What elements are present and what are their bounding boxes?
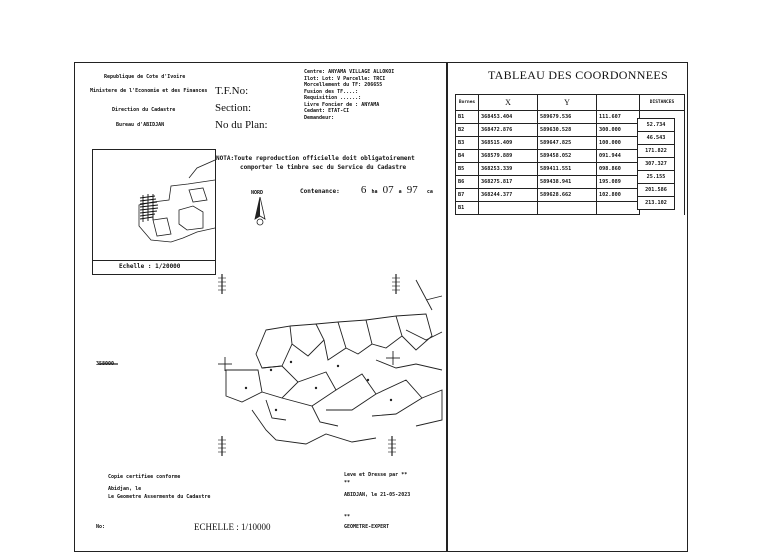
- contenance-ha: 6: [360, 184, 367, 196]
- republique-label: Republique de Cote d'Ivoire: [104, 74, 186, 80]
- nord-label: NORD: [251, 190, 264, 196]
- cell-borne: B2: [456, 124, 479, 137]
- cell-x: 368253.339: [479, 163, 538, 176]
- cell-length: 102.800: [597, 189, 640, 202]
- info-cedant: Cedant: ETAT-CI: [304, 108, 350, 114]
- cell-y: 589630.528: [538, 124, 597, 137]
- cell-borne: B6: [456, 176, 479, 189]
- cell-x: 368275.817: [479, 176, 538, 189]
- contenance-ca-unit: ca: [426, 189, 433, 195]
- info-livre: Livre Foncier de : ANYAMA: [304, 101, 380, 108]
- table-header-row: [456, 95, 685, 111]
- cell-borne: B1: [456, 111, 479, 124]
- cell-x: 368472.876: [479, 124, 538, 137]
- cell-borne: B5: [456, 163, 479, 176]
- distance-value: 25.155: [637, 170, 675, 184]
- section-label: Section:: [215, 102, 252, 114]
- info-centre: Centre: ANYAMA VILLAGE ALLOKOI: [304, 69, 395, 75]
- cell-y: 589647.825: [538, 137, 597, 150]
- contenance-a: 07: [382, 184, 394, 196]
- cell-borne: B7: [456, 189, 479, 202]
- copie-label: Copie certifiee conforme: [108, 474, 181, 480]
- bureau-label: Bureau d'ABIDJAN: [116, 122, 165, 128]
- distance-value: 307.327: [637, 157, 675, 171]
- date-label: ABIDJAN, le 21-05-2023: [344, 492, 411, 498]
- footer-no-label: No:: [96, 524, 106, 530]
- cell-x: 368515.409: [479, 137, 538, 150]
- grid-label-left: 358000: [96, 361, 115, 367]
- distance-value: 171.822: [637, 144, 675, 158]
- contenance-ha-unit: ha: [371, 189, 378, 195]
- cell-length: [597, 202, 640, 215]
- cell-borne: B3: [456, 137, 479, 150]
- main-map: [76, 270, 444, 470]
- direction-label: Direction du Cadastre: [112, 107, 176, 113]
- tf-no-label: T.F.No:: [215, 85, 249, 97]
- contenance-block: [300, 178, 433, 197]
- col-length: [597, 95, 640, 111]
- cell-x: 368453.404: [479, 111, 538, 124]
- nota-line2: comporter le timbre sec du Service du Cadastre: [240, 164, 407, 171]
- info-fusion: Fusion des TF....:: [304, 88, 359, 95]
- cell-borne: B1: [456, 202, 479, 215]
- ministere-label: Ministere de l'Economie et des Finances: [90, 88, 208, 94]
- abidjan-label: Abidjan, le: [108, 486, 142, 492]
- geometre-label: Le Geometre Assermente du Cadastre: [108, 494, 211, 500]
- info-demandeur: Demandeur:: [304, 114, 335, 121]
- info-requisition: Requisition ......:: [304, 95, 362, 101]
- info-ilot: Ilot: Lot: V Parcelle: TRCI: [304, 75, 386, 82]
- cell-length: 195.089: [597, 176, 640, 189]
- distance-value: 46.543: [637, 131, 675, 145]
- cell-y: [538, 202, 597, 215]
- cell-y: 589679.536: [538, 111, 597, 124]
- cell-x: 368579.889: [479, 150, 538, 163]
- cell-x: 368244.377: [479, 189, 538, 202]
- expert-label: GEOMETRE-EXPERT: [344, 524, 390, 530]
- info-block: [304, 69, 444, 121]
- col-bornes: Bornes: [456, 95, 479, 111]
- no-plan-label: No du Plan:: [215, 119, 268, 131]
- cell-length: 098.860: [597, 163, 640, 176]
- leve-label: Leve et Dresse par **: [344, 472, 408, 478]
- inset-map: [92, 149, 216, 275]
- stars-label: **: [344, 514, 351, 520]
- cell-length: 111.607: [597, 111, 640, 124]
- contenance-label: Contenance:: [300, 188, 340, 195]
- cell-y: 589628.662: [538, 189, 597, 202]
- cell-length: 100.000: [597, 137, 640, 150]
- nota-line1: NOTA:Toute reproduction officielle doit obligatoirement: [216, 155, 415, 162]
- cell-borne: B4: [456, 150, 479, 163]
- col-distances: DISTANCES: [640, 95, 685, 111]
- col-x: X: [479, 95, 538, 111]
- table-title: TABLEAU DES COORDONNEES: [488, 68, 668, 82]
- cell-y: 589458.052: [538, 150, 597, 163]
- north-arrow-icon: [254, 197, 266, 227]
- cell-x: [479, 202, 538, 215]
- contenance-a-unit: a: [398, 189, 402, 195]
- col-y: Y: [538, 95, 597, 111]
- footer-scale-label: ECHELLE : 1/10000: [194, 522, 271, 532]
- cell-y: 589411.551: [538, 163, 597, 176]
- distance-value: 213.102: [637, 196, 675, 210]
- distance-value: 201.586: [637, 183, 675, 197]
- inset-drawing: [93, 150, 215, 260]
- cell-length: 300.000: [597, 124, 640, 137]
- cell-length: 091.944: [597, 150, 640, 163]
- contenance-ca: 97: [406, 184, 418, 196]
- info-morcellement: Morcellement du TF: 206655: [304, 82, 383, 88]
- cell-y: 589438.941: [538, 176, 597, 189]
- distance-value: 52.734: [637, 118, 675, 132]
- inset-scale-label: Echelle : 1/20000: [119, 263, 181, 270]
- leve-stars: **: [344, 480, 351, 486]
